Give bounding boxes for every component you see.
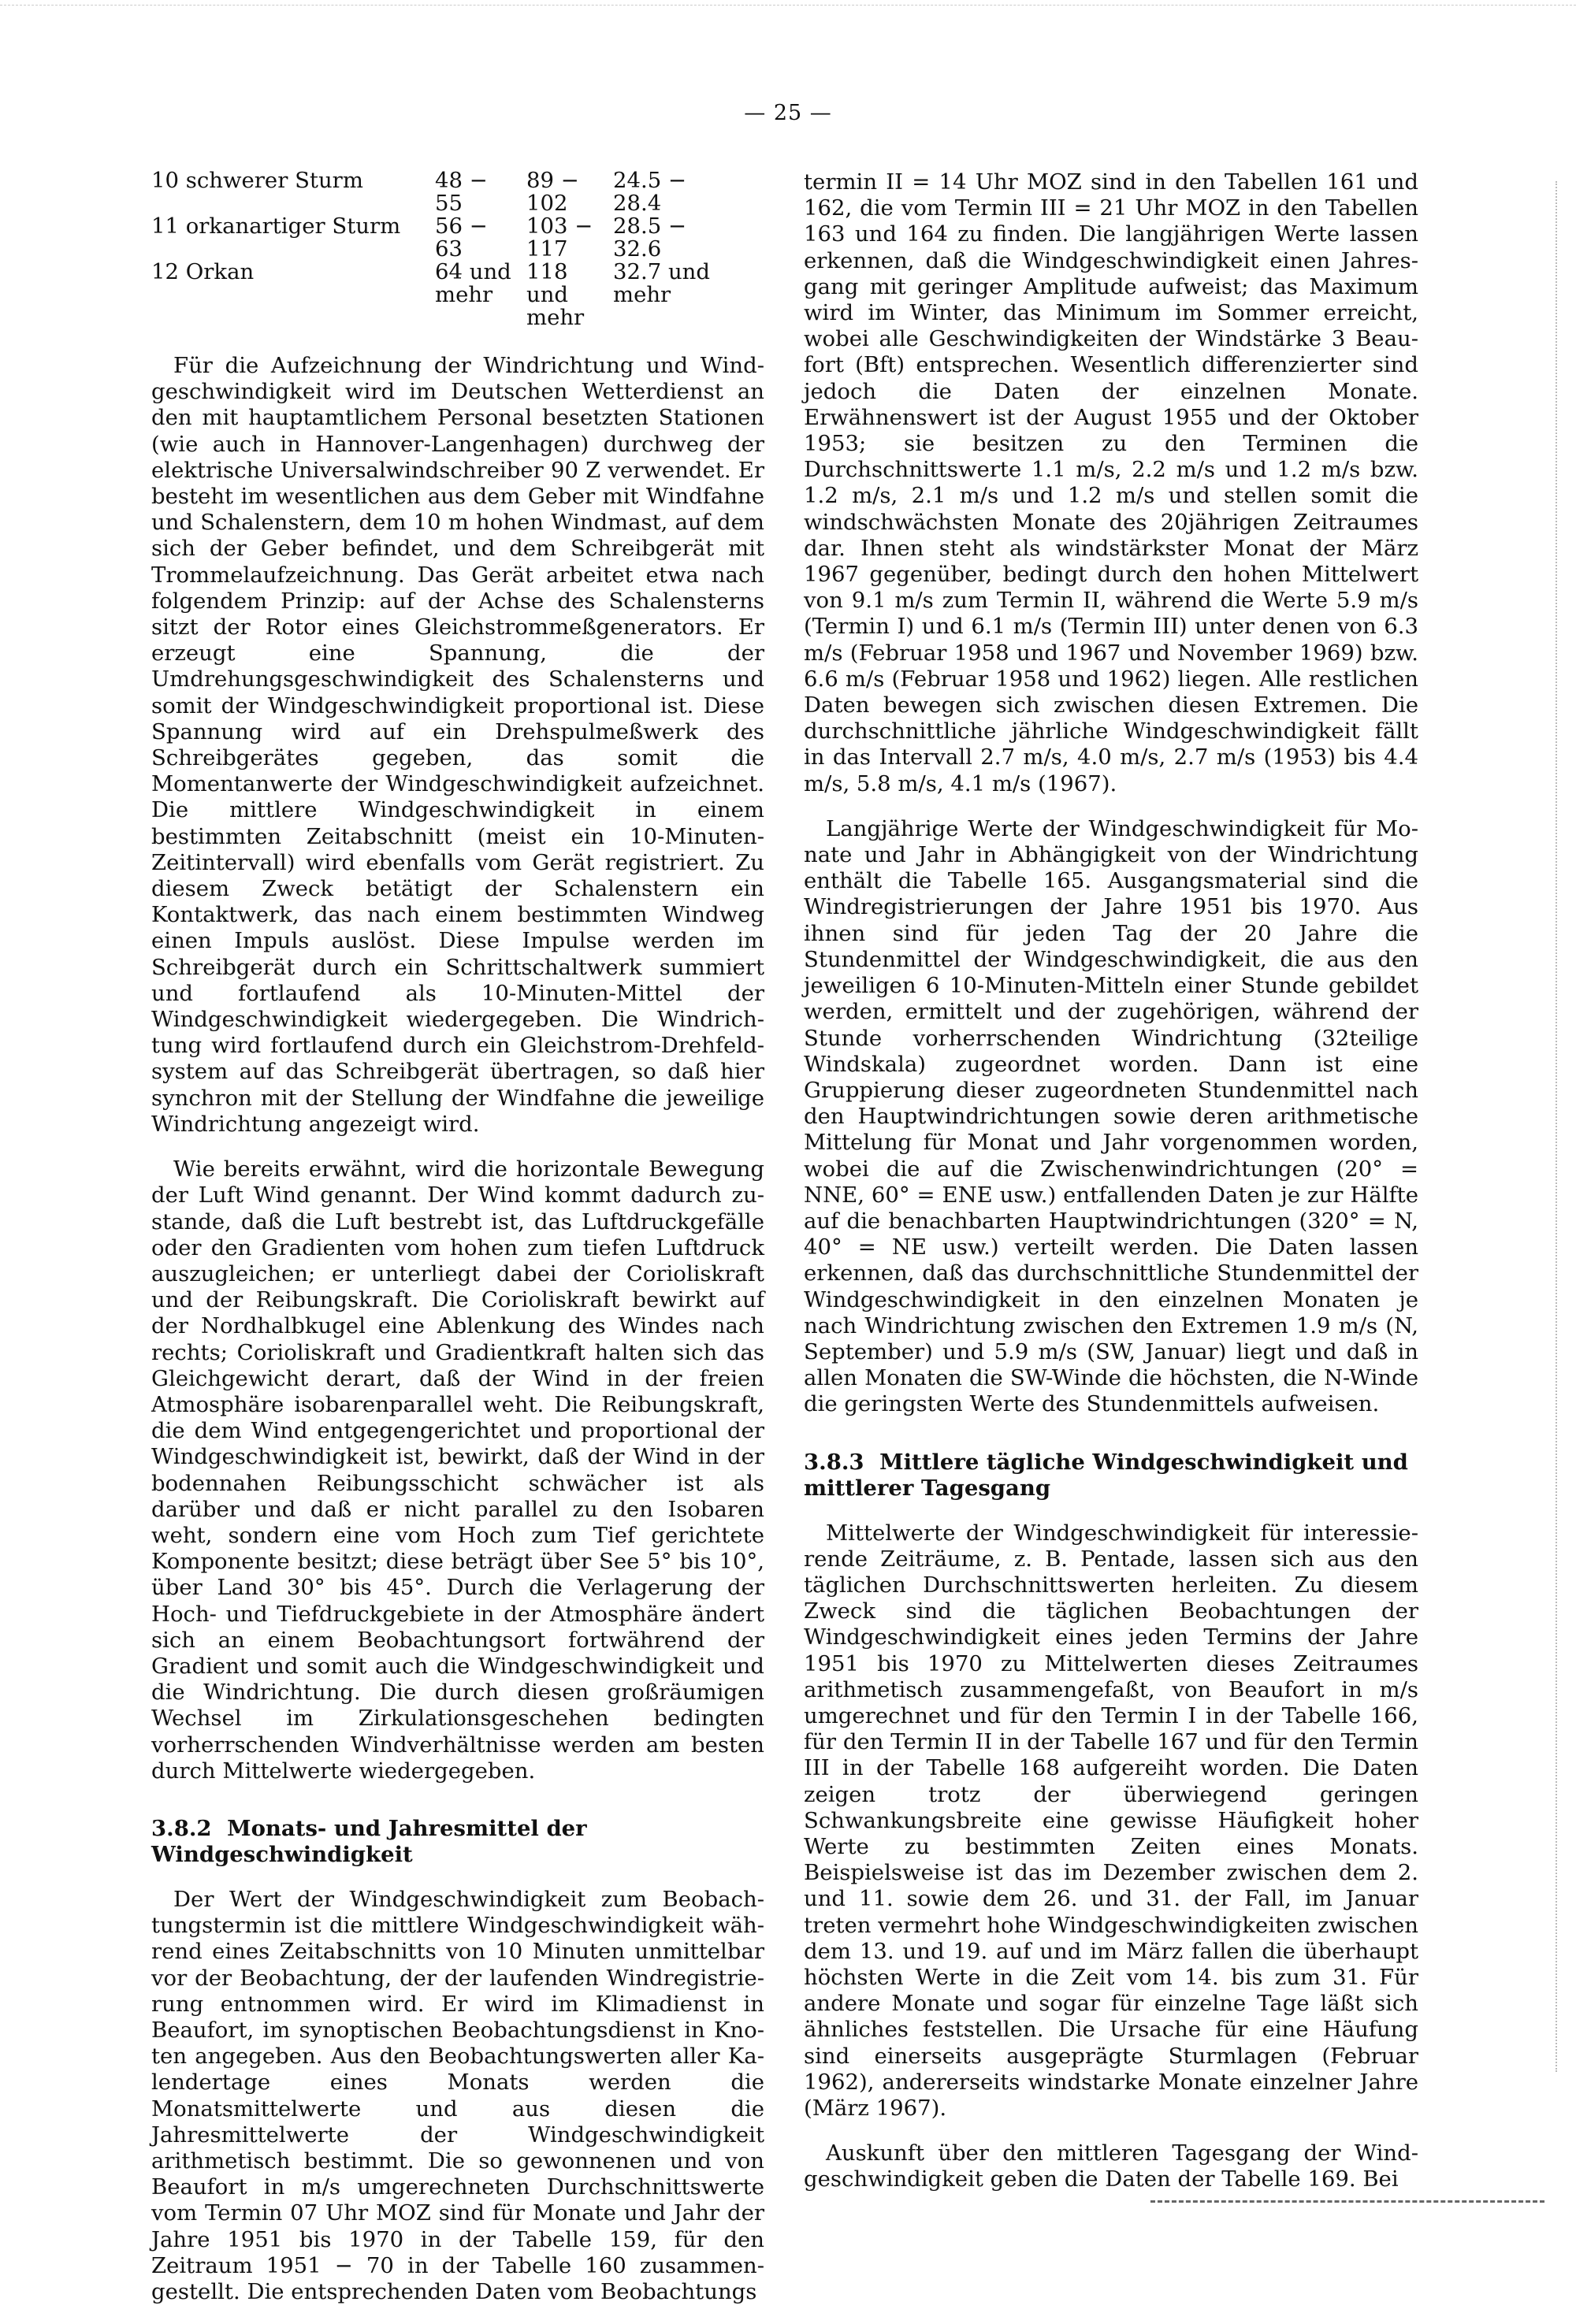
paragraph-windrichtung: Langjährige Werte der Windgeschwindigkeit für Monate und Jahr in Abhängigkeit von der Windrichtung enthält die Tabelle 165. Ausgangsmaterial sind die Windregistrierungen der Jahre 1951 bis 1970. Aus ihnen sind für jeden Tag der 20 Jahre die Stundenmittel der Windgeschwindigkeit, die aus den jeweiligen 6 10-Minuten-Mitteln einer Stunde gebildet werden, ermittelt und der zugehörigen, während der Stunde vorherrschenden Windrichtung (32teilige Windskala) zugeordnet worden. Dann ist eine Gruppierung dieser zugeordneten Stundenmittel nach den Hauptwindrichtungen sowie deren arithmetische Mittelung für Monat und Jahr vorgenommen worden, wobei die auf die Zwischenwindrichtungen (20° = NNE, 60° = ENE usw.) entfallenden Daten je zur Hälfte auf die benachbarten Hauptwindrichtungen (320° = N, 40° = NE usw.) verteilt werden. Die Daten lassen erkennen, daß das durchschnittliche Stundenmittel der Windgeschwindigkeit in den einzelnen Monaten je nach Windrichtung zwischen den Extremen 1.9 m/s (N, September) und 5.9 m/s (SW, Januar) liegt und daß in allen Monaten die SW-Winde die höchsten, die N-Winde die geringsten Werte des Stundenmittels aufweisen. <box>804 815 1418 1417</box>
beaufort-scale-table <box>151 169 731 329</box>
table-cell-kmh: 118 und mehr <box>526 259 585 330</box>
section-title: Monats- und Jahresmittel der Windgeschwindigkeit <box>151 1815 587 1867</box>
page-number: — 25 — <box>744 101 832 125</box>
section-heading-3-8-2 <box>151 1816 764 1868</box>
table-cell-knots: 48 − 55 <box>435 168 488 216</box>
table-row <box>151 215 731 261</box>
table-cell-kmh: 103 − 117 <box>526 213 593 262</box>
table-cell-kmh: 89 − 102 <box>526 168 579 216</box>
table-cell-force: 10 schwerer Sturm <box>151 168 363 193</box>
table-cell-ms: 28.5 − 32.6 <box>613 213 687 262</box>
left-column <box>151 169 764 2324</box>
table-row <box>151 261 731 329</box>
section-heading-3-8-3 <box>804 1450 1418 1502</box>
table-cell-ms: 24.5 − 28.4 <box>613 168 687 216</box>
scan-top-edge <box>0 5 1576 7</box>
paragraph-termine: termin II = 14 Uhr MOZ sind in den Tabellen 161 und 162, die vom Termin III = 21 Uhr MOZ in den Tabellen 163 und 164 zu finden. Die langjährigen Werte lassen erkennen, daß die Windgeschwindigkeit einen Jahresgang mit geringer Amplitude aufweist; das Maximum wird im Winter, das Minimum im Sommer erreicht, wobei alle Geschwindigkeiten der Windstärke 3 Beaufort (Bft) entsprechen. Wesentlich differenzierter sind jedoch die Daten der einzelnen Monate. Erwähnenswert ist der August 1955 und der Oktober 1953; sie besitzen zu den Terminen die Durchschnittswerte 1.1 m/s, 2.2 m/s und 1.2 m/s bzw. 1.2 m/s, 2.1 m/s und 1.2 m/s und stellen somit die windschwächsten Monate des 20jährigen Zeitraumes dar. Ihnen steht als windstärkster Monat der März 1967 gegenüber, bedingt durch den hohen Mittelwert von 9.1 m/s zum Termin II, während die Werte 5.9 m/s (Termin I) und 6.1 m/s (Termin III) unter denen von 6.3 m/s (Februar 1958 und 1967 und November 1969) bzw. 6.6 m/s (Februar 1958 und 1962) liegen. Alle restlichen Daten bewegen sich zwischen diesen Extremen. Die durchschnittliche jährliche Windgeschwindigkeit fällt in das Intervall 2.7 m/s, 4.0 m/s, 2.7 m/s (1953) bis 4.4 m/s, 5.8 m/s, 4.1 m/s (1967). <box>804 169 1418 796</box>
table-row <box>151 169 731 215</box>
section-number: 3.8.2 <box>151 1815 212 1841</box>
table-cell-knots: 56 − 63 <box>435 213 488 262</box>
table-cell-force: 12 Orkan <box>151 259 255 284</box>
section-number: 3.8.3 <box>804 1449 864 1475</box>
paragraph-monatsmittel: Der Wert der Windgeschwindigkeit zum Beobachtungstermin ist die mittlere Windgeschwindigkeit während eines Zeitabschnitts von 10 Minuten unmittelbar vor der Beobachtung, der der laufenden Windregistrierung entnommen wird. Er wird im Klimadienst in Beaufort, im synoptischen Beobachtungsdienst in Knoten angegeben. Aus den Beobachtungswerten aller Kalendertage eines Monats werden die Monatsmittelwerte und aus diesen die Jahresmittelwerte der Windgeschwindigkeit arithmetisch bestimmt. Die so gewonnenen und von Beaufort in m/s umgerechneten Durchschnittswerte vom Termin 07 Uhr MOZ sind für Monate und Jahr der Jahre 1951 bis 1970 in der Tabelle 159, für den Zeitraum 1951 − 70 in der Tabelle 160 zusammengestellt. Die entsprechenden Daten vom Beobachtungs <box>151 1886 764 2305</box>
section-title: Mittlere tägliche Windgeschwindigkeit und mittlerer Tagesgang <box>804 1449 1408 1501</box>
table-cell-ms: 32.7 und mehr <box>613 259 710 307</box>
paragraph-taegliche-werte: Mittelwerte der Windgeschwindigkeit für interessierende Zeiträume, z. B. Pentade, lassen sich aus den täglichen Durchschnittswerten herleiten. Zu diesem Zweck sind die täglichen Beobachtungen der Windgeschwindigkeit eines jeden Termins der Jahre 1951 bis 1970 zu Mittelwerten dieses Zeitraumes arithmetisch zusammengefaßt, von Beaufort in m/s umgerechnet und für den Termin I in der Tabelle 166, für den Termin II in der Tabelle 167 und für den Termin III in der Tabelle 168 aufgereiht worden. Die Daten zeigen trotz der überwiegend geringen Schwankungsbreite eine gewisse Häufigkeit hoher Werte zu bestimmten Zeiten eines Monats. Beispielsweise ist das im Dezember zwischen dem 2. und 11. sowie dem 26. und 31. der Fall, im Januar treten vermehrt hohe Windgeschwindigkeiten zwischen dem 13. und 19. auf und im März fallen die überhaupt höchsten Werte in die Zeit vom 14. bis zum 31. Für andere Monate und sogar für einzelne Tage läßt sich ähnliches feststellen. Die Ursache für eine Häufung sind einerseits ausgeprägte Sturmlagen (Februar 1962), andererseits windstarke Monate einzelner Jahre (März 1967). <box>804 1520 1418 2122</box>
right-column <box>804 169 1418 2212</box>
paragraph-windschreiber: Für die Aufzeichnung der Windrichtung und Windgeschwindigkeit wird im Deutschen Wetterdienst an den mit hauptamtlichem Personal besetzten Stationen (wie auch in Hannover-Langenhagen) durchweg der elektrische Universalwindschreiber 90 Z verwendet. Er besteht im wesentlichen aus dem Geber mit Windfahne und Schalenstern, dem 10 m hohen Windmast, auf dem sich der Geber befindet, und dem Schreibgerät mit Trommelaufzeichnung. Das Gerät arbeitet etwa nach folgendem Prinzip: auf der Achse des Schalensterns sitzt der Rotor eines Gleichstrommeßgenerators. Er erzeugt eine Spannung, die der Umdrehungsgeschwindigkeit des Schalensterns und somit der Windgeschwindigkeit proportional ist. Diese Spannung wird auf ein Drehspulmeßwerk des Schreibgerätes gegeben, das somit die Momentanwerte der Windgeschwindigkeit aufzeichnet. Die mittlere Windgeschwindigkeit in einem bestimmten Zeitabschnitt (meist ein 10-Minuten-Zeitintervall) wird ebenfalls vom Gerät registriert. Zu diesem Zweck betätigt der Schalenstern ein Kontaktwerk, das nach einem bestimmten Windweg einen Impuls auslöst. Diese Impulse werden im Schreibgerät durch ein Schrittschaltwerk summiert und fortlaufend als 10-Minuten-Mittel der Windgeschwindigkeit wiedergegeben. Die Windrichtung wird fortlaufend durch ein Gleichstrom-Drehfeldsystem auf das Schreibgerät übertragen, so daß hier synchron mit der Stellung der Windfahne die jeweilige Windrichtung angezeigt wird. <box>151 353 764 1137</box>
paragraph-tagesgang: Auskunft über den mittleren Tagesgang der Windgeschwindigkeit geben die Daten der Tabelle 169. Bei <box>804 2140 1418 2192</box>
paragraph-wind-definition: Wie bereits erwähnt, wird die horizontale Bewegung der Luft Wind genannt. Der Wind kommt dadurch zustande, daß die Luft bestrebt ist, das Luftdruckgefälle oder den Gradienten vom hohen zum tiefen Luftdruck auszugleichen; er unterliegt dabei der Corioliskraft und der Reibungskraft. Die Corioliskraft bewirkt auf der Nordhalbkugel eine Ablenkung des Windes nach rechts; Corioliskraft und Gradientkraft halten sich das Gleichgewicht derart, daß der Wind in der freien Atmosphäre isobarenparallel weht. Die Reibungskraft, die dem Wind entgegengerichtet und proportional der Windgeschwindigkeit ist, bewirkt, daß der Wind in der bodennahen Reibungsschicht schwächer ist als darüber und daß er nicht parallel zu den Isobaren weht, sondern eine vom Hoch zum Tief gerichtete Komponente besitzt; diese beträgt über See 5° bis 10°, über Land 30° bis 45°. Durch die Verlagerung der Hoch- und Tiefdruckgebiete in der Atmosphäre ändert sich an einem Beobachtungsort fortwährend der Gradient und somit auch die Windgeschwindigkeit und die Windrichtung. Die durch diesen großräumigen Wechsel im Zirkulationsgeschehen bedingten vorherrschenden Windverhältnisse werden am besten durch Mittelwerte wiedergegeben. <box>151 1156 764 1784</box>
table-cell-force: 11 orkanartiger Sturm <box>151 213 401 239</box>
scan-bottom-marks <box>1150 2200 1544 2206</box>
table-cell-knots: 64 und mehr <box>435 259 511 307</box>
scan-margin-marks <box>1553 181 1557 2072</box>
